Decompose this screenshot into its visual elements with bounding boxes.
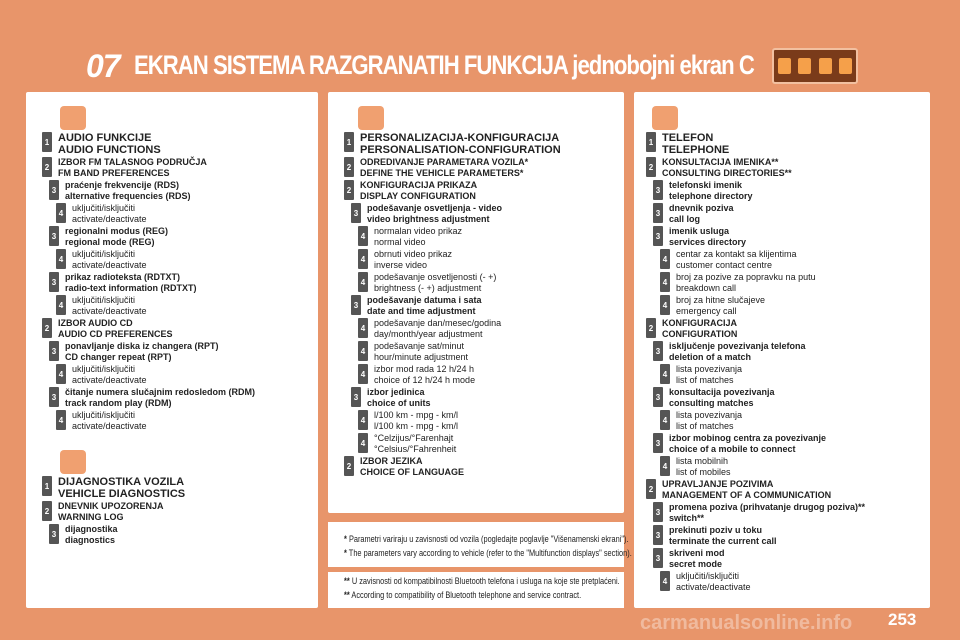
menu-row-text: skriveni mod secret mode <box>669 548 725 569</box>
level-badge: 4 <box>358 364 368 384</box>
menu-row-text: KONFIGURACIJA CONFIGURATION <box>662 318 738 339</box>
menu-row-text: izbor mobinog centra za povezivanje choice of a mobile to connect <box>669 433 827 454</box>
menu-row-text: dijagnostika diagnostics <box>65 524 118 545</box>
double-star-marker: ** <box>344 576 350 586</box>
menu-row-level-3 <box>49 341 219 363</box>
note-text: According to compatibility of Bluetooth telephone and service contract. <box>351 590 582 600</box>
menu-row-text: TELEFON TELEPHONE <box>662 132 730 156</box>
menu-row-level-3 <box>653 548 725 570</box>
level-badge: 3 <box>49 272 59 292</box>
menu-row-text: ODREDIVANJE PARAMETARA VOZILA* DEFINE THE VEHICLE PARAMETERS* <box>360 157 529 178</box>
menu-row-text: podešavanje osvetljenosti (- +) brightness (- +) adjustment <box>374 272 497 293</box>
note-text: U zavisnosti od kompatibilnosti Bluetooth telefona i usluga na koje ste pretplaćeni. <box>351 576 620 586</box>
menu-row-level-3 <box>351 203 502 225</box>
level-badge: 4 <box>56 203 66 223</box>
level-badge: 3 <box>653 387 663 407</box>
menu-row-level-3 <box>653 180 753 202</box>
music-icon <box>778 58 791 74</box>
level-badge: 3 <box>351 387 361 407</box>
level-badge: 3 <box>49 524 59 544</box>
menu-row-level-3 <box>351 387 431 409</box>
level-badge: 2 <box>42 157 52 177</box>
level-badge: 4 <box>660 571 670 591</box>
menu-row-level-3 <box>653 525 777 547</box>
note-text: The parameters vary according to vehicle (refer to the "Multifunction displays" section). <box>348 548 632 558</box>
level-badge: 2 <box>646 479 656 499</box>
settings-icon <box>358 106 384 130</box>
page-number: 253 <box>888 610 917 629</box>
note-text: Parametri variraju u zavisnosti od vozila (pogledajte poglavlje "Višenamenski ekrani"). <box>348 534 629 544</box>
menu-row-text: konsultacija povezivanja consulting matches <box>669 387 775 408</box>
level-badge: 1 <box>344 132 354 152</box>
menu-row-text: AUDIO FUNKCIJE AUDIO FUNCTIONS <box>58 132 161 156</box>
menu-row-level-2 <box>646 157 792 179</box>
menu-row-level-4 <box>358 410 458 432</box>
menu-row-level-3 <box>653 226 746 248</box>
menu-row-level-3 <box>653 203 734 225</box>
menu-row-level-1 <box>344 132 561 156</box>
menu-row-level-2 <box>42 501 164 523</box>
menu-row-level-4 <box>358 433 456 455</box>
level-badge: 3 <box>351 203 361 223</box>
level-badge: 4 <box>56 249 66 269</box>
level-badge: 2 <box>344 456 354 476</box>
settings-icon <box>839 58 852 74</box>
level-badge: 4 <box>56 364 66 384</box>
menu-row-level-4 <box>56 295 147 317</box>
watermark: carmanualsonline.info <box>640 612 853 634</box>
menu-row-text: podešavanje datuma i sata date and time adjustment <box>367 295 482 316</box>
menu-row-text: promena poziva (prihvatanje drugog poziva)** switch** <box>669 502 866 523</box>
menu-row-text: DNEVNIK UPOZORENJA WARNING LOG <box>58 501 164 522</box>
menu-row-text: izbor mod rada 12 h/24 h choice of 12 h/24 h mode <box>374 364 476 385</box>
menu-row-text: uključiti/isključiti activate/deactivate <box>72 203 147 224</box>
menu-row-level-4 <box>660 272 816 294</box>
menu-row-text: podešavanje dan/mesec/godina day/month/year adjustment <box>374 318 502 339</box>
menu-row-level-4 <box>660 410 742 432</box>
menu-row-text: uključiti/isključiti activate/deactivate <box>72 249 147 270</box>
menu-row-level-4 <box>56 410 147 432</box>
level-badge: 3 <box>49 341 59 361</box>
level-badge: 1 <box>42 132 52 152</box>
menu-row-text: broj za pozive za popravku na putu breakdown call <box>676 272 816 293</box>
wrench-icon <box>798 58 811 74</box>
menu-row-level-1 <box>42 132 161 156</box>
level-badge: 4 <box>660 456 670 476</box>
menu-row-text: IZBOR JEZIKA CHOICE OF LANGUAGE <box>360 456 465 477</box>
level-badge: 4 <box>358 226 368 246</box>
wrench-icon <box>60 450 86 474</box>
level-badge: 4 <box>660 410 670 430</box>
menu-row-level-4 <box>56 364 147 386</box>
menu-row-text: čitanje numera slučajnim redosledom (RDM) track random play (RDM) <box>65 387 256 408</box>
menu-row-text: dnevnik poziva call log <box>669 203 734 224</box>
page-title: EKRAN SISTEMA RAZGRANATIH FUNKCIJA jednobojni ekran C <box>134 50 754 80</box>
menu-row-text: prikaz radioteksta (RDTXT) radio-text information (RDTXT) <box>65 272 197 293</box>
menu-row-level-4 <box>56 249 147 271</box>
level-badge: 4 <box>660 272 670 292</box>
note-box-single-star <box>328 522 624 567</box>
level-badge: 4 <box>660 364 670 384</box>
level-badge: 3 <box>653 180 663 200</box>
menu-row-level-4 <box>56 203 147 225</box>
menu-row-text: ponavljanje diska iz changera (RPT) CD changer repeat (RPT) <box>65 341 219 362</box>
level-badge: 4 <box>56 410 66 430</box>
double-star-marker: ** <box>344 590 350 600</box>
menu-row-text: IZBOR FM TALASNOG PODRUČJA FM BAND PREFERENCES <box>58 157 207 178</box>
menu-row-level-2 <box>42 318 173 340</box>
menu-row-level-3 <box>653 502 865 524</box>
level-badge: 4 <box>358 272 368 292</box>
menu-row-text: lista povezivanja list of matches <box>676 410 743 431</box>
menu-row-level-2 <box>344 456 464 478</box>
menu-row-level-4 <box>358 341 468 363</box>
menu-row-text: centar za kontakt sa klijentima customer contact centre <box>676 249 797 270</box>
level-badge: 3 <box>653 548 663 568</box>
menu-row-text: uključiti/isključiti activate/deactivate <box>72 410 147 431</box>
menu-row-level-4 <box>358 226 462 248</box>
menu-row-text: lista povezivanja list of matches <box>676 364 743 385</box>
menu-row-text: regionalni modus (REG) regional mode (REG) <box>65 226 169 247</box>
menu-row-text: telefonski imenik telephone directory <box>669 180 753 201</box>
level-badge: 2 <box>42 501 52 521</box>
level-badge: 1 <box>646 132 656 152</box>
menu-row-level-2 <box>344 180 477 202</box>
menu-row-level-4 <box>358 318 501 340</box>
star-marker: * <box>344 548 347 558</box>
menu-row-level-3 <box>49 524 118 546</box>
note-dstar-2 <box>344 590 581 600</box>
level-badge: 4 <box>358 318 368 338</box>
menu-row-text: broj za hitne slučajeve emergency call <box>676 295 766 316</box>
menu-row-text: IZBOR AUDIO CD AUDIO CD PREFERENCES <box>58 318 173 339</box>
note-star-2 <box>344 548 632 558</box>
level-badge: 3 <box>653 226 663 246</box>
menu-row-text: isključenje povezivanja telefona deletion of a match <box>669 341 806 362</box>
level-badge: 3 <box>653 502 663 522</box>
level-badge: 3 <box>653 341 663 361</box>
menu-row-text: PERSONALIZACIJA-KONFIGURACIJA PERSONALISATION-CONFIGURATION <box>360 132 561 156</box>
menu-row-level-2 <box>344 157 528 179</box>
menu-row-level-1 <box>646 132 729 156</box>
menu-row-text: KONFIGURACIJA PRIKAZA DISPLAY CONFIGURATION <box>360 180 478 201</box>
level-badge: 3 <box>49 180 59 200</box>
menu-row-text: imenik usluga services directory <box>669 226 747 247</box>
level-badge: 3 <box>49 387 59 407</box>
menu-row-text: podešavanje sat/minut hour/minute adjustment <box>374 341 469 362</box>
level-badge: 4 <box>660 295 670 315</box>
menu-row-text: uključiti/isključiti activate/deactivate <box>676 571 751 592</box>
menu-row-level-4 <box>660 571 751 593</box>
level-badge: 1 <box>42 476 52 496</box>
note-dstar-1 <box>344 576 620 586</box>
menu-row-level-3 <box>653 433 826 455</box>
level-badge: 2 <box>646 318 656 338</box>
menu-row-text: °Celzijus/°Farenhajt °Celsius/°Fahrenheit <box>374 433 457 454</box>
menu-row-text: obrnuti video prikaz inverse video <box>374 249 453 270</box>
phone-icon <box>819 58 832 74</box>
menu-row-level-4 <box>358 249 452 271</box>
level-badge: 4 <box>56 295 66 315</box>
level-badge: 3 <box>49 226 59 246</box>
menu-row-level-3 <box>653 341 806 363</box>
level-badge: 2 <box>646 157 656 177</box>
menu-row-level-2 <box>646 318 737 340</box>
menu-row-level-1 <box>42 476 185 500</box>
menu-row-level-3 <box>49 180 191 202</box>
menu-row-level-3 <box>653 387 775 409</box>
menu-row-text: praćenje frekvencije (RDS) alternative frequencies (RDS) <box>65 180 191 201</box>
level-badge: 3 <box>653 525 663 545</box>
menu-row-level-4 <box>660 249 797 271</box>
menu-row-text: prekinuti poziv u toku terminate the current call <box>669 525 777 546</box>
menu-row-level-3 <box>49 272 197 294</box>
menu-row-level-3 <box>351 295 482 317</box>
level-badge: 4 <box>358 341 368 361</box>
menu-row-text: podešavanje osvetljenja - video video brightness adjustment <box>367 203 503 224</box>
menu-row-text: UPRAVLJANJE POZIVIMA MANAGEMENT OF A COMMUNICATION <box>662 479 832 500</box>
menu-row-level-4 <box>660 456 731 478</box>
menu-row-level-4 <box>358 272 496 294</box>
phone-icon <box>652 106 678 130</box>
header-icon-strip <box>772 48 858 84</box>
menu-row-level-4 <box>660 364 742 386</box>
level-badge: 4 <box>358 410 368 430</box>
menu-row-level-2 <box>42 157 207 179</box>
level-badge: 2 <box>344 180 354 200</box>
menu-row-text: uključiti/isključiti activate/deactivate <box>72 364 147 385</box>
level-badge: 2 <box>42 318 52 338</box>
menu-row-text: izbor jedinica choice of units <box>367 387 431 408</box>
menu-row-level-3 <box>49 387 255 409</box>
menu-row-level-3 <box>49 226 168 248</box>
level-badge: 3 <box>653 433 663 453</box>
menu-row-text: KONSULTACIJA IMENIKA** CONSULTING DIRECTORIES** <box>662 157 792 178</box>
level-badge: 2 <box>344 157 354 177</box>
menu-row-text: l/100 km - mpg - km/l l/100 km - mpg - km/l <box>374 410 459 431</box>
chapter-number: 07 <box>86 48 120 84</box>
level-badge: 4 <box>358 433 368 453</box>
note-star-1 <box>344 534 628 544</box>
level-badge: 4 <box>660 249 670 269</box>
menu-row-level-4 <box>358 364 475 386</box>
menu-row-level-2 <box>646 479 831 501</box>
menu-row-level-4 <box>660 295 765 317</box>
menu-row-text: DIJAGNOSTIKA VOZILA VEHICLE DIAGNOSTICS <box>58 476 186 500</box>
level-badge: 3 <box>653 203 663 223</box>
music-icon <box>60 106 86 130</box>
menu-row-text: lista mobilnih list of mobiles <box>676 456 731 477</box>
menu-row-text: normalan video prikaz normal video <box>374 226 463 247</box>
level-badge: 3 <box>351 295 361 315</box>
level-badge: 4 <box>358 249 368 269</box>
menu-row-text: uključiti/isključiti activate/deactivate <box>72 295 147 316</box>
star-marker: * <box>344 534 347 544</box>
